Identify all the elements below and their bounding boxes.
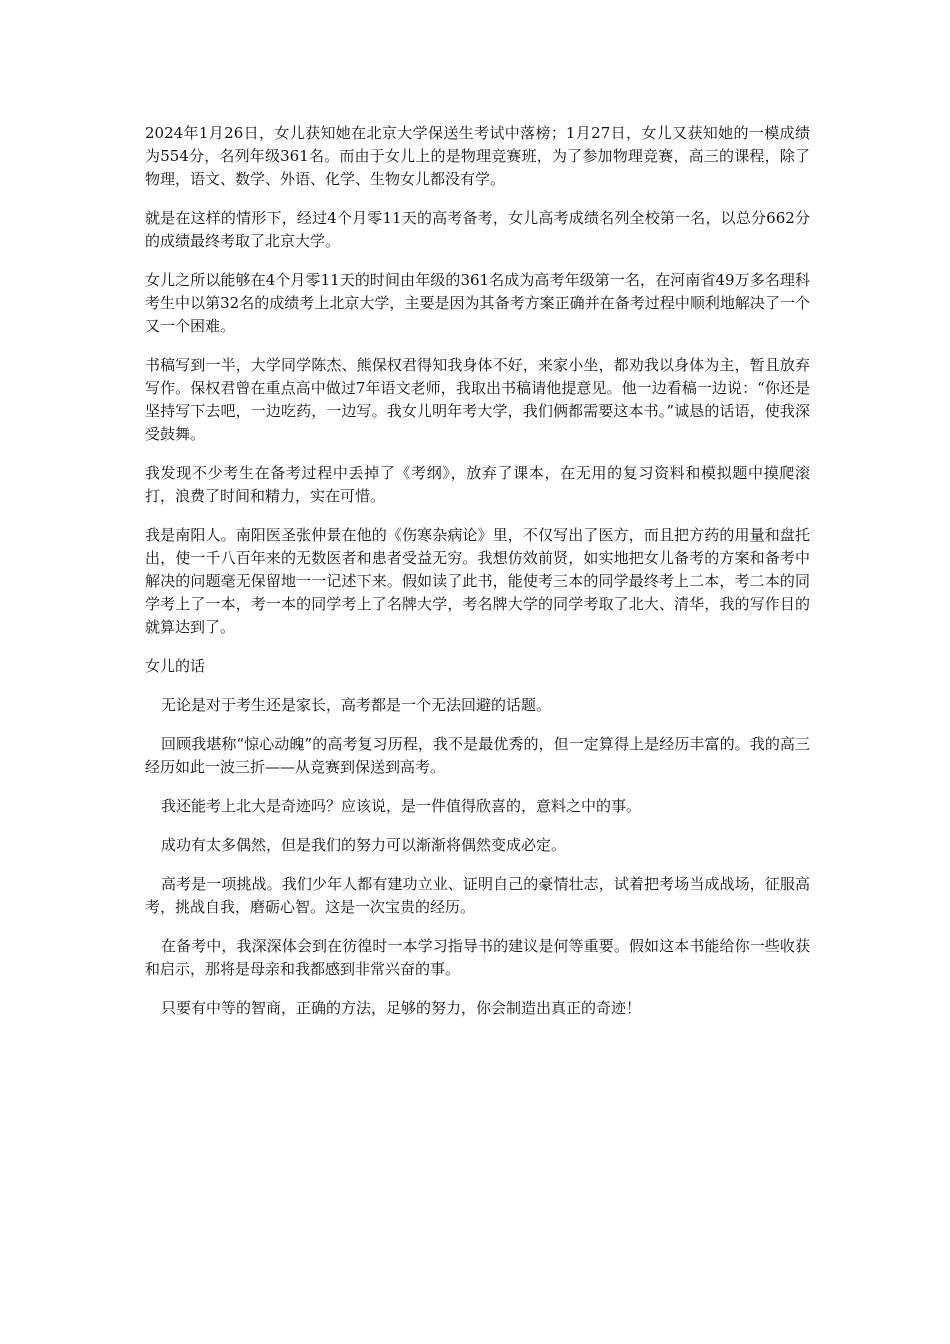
daughter-paragraph: 在备考中，我深深体会到在彷徨时一本学习指导书的建议是何等重要。假如这本书能给你一些收获和启示，那将是母亲和我都感到非常兴奋的事。 [145, 937, 810, 978]
daughter-paragraph: 我还能考上北大是奇迹吗？应该说，是一件值得欣喜的，意料之中的事。 [161, 797, 642, 815]
paragraph-reason: 女儿之所以能够在4个月零11天的时间由年级的361名成为高考年级第一名，在河南省49万多名理科考生中以第32名的成绩考上北京大学，主要是因为其备考方案正确并在备考过程中顺利地解决了一个又一个困难。 [145, 271, 810, 335]
paragraph-exam-results: 2024年1月26日，女儿获知她在北京大学保送生考试中落榜；1月27日，女儿又获知她的一模成绩为554分，名列年级361名。而由于女儿上的是物理竞赛班，为了参加物理竞赛，高三的课程，除了物理，语文、数学、外语、化学、生物女儿都没有学。 [145, 124, 810, 188]
paragraph-purpose: 我是南阳人。南阳医圣张仲景在他的《伤寒杂病论》里，不仅写出了医方，而且把方药的用量和盘托出，使一千八百年来的无数医者和患者受益无穷。我想仿效前贤，如实地把女儿备考的方案和备考中解决的问题毫无保留地一一记述下来。假如读了此书，能使考三本的同学最终考上二本，考二本的同学考上了一本，考一本的同学考上了名牌大学，考名牌大学的同学考取了北大、清华，我的写作目的就算达到了。 [145, 526, 810, 636]
paragraph-observation: 我发现不少考生在备考过程中丢掉了《考纲》，放弃了课本，在无用的复习资料和模拟题中摸爬滚打，浪费了时间和精力，实在可惜。 [145, 464, 810, 505]
daughter-paragraph: 无论是对于考生还是家长，高考都是一个无法回避的话题。 [161, 696, 552, 714]
document-body [145, 122, 810, 1036]
daughter-paragraph: 高考是一项挑战。我们少年人都有建功立业、证明自己的豪情壮志，试着把考场当成战场，征服高考，挑战自我，磨砺心智。这是一次宝贵的经历。 [145, 875, 810, 916]
daughter-paragraph: 回顾我堪称“惊心动魄”的高考复习历程，我不是最优秀的，但一定算得上是经历丰富的。我的高三经历如此一波三折——从竞赛到保送到高考。 [145, 735, 810, 776]
daughter-paragraph: 成功有太多偶然，但是我们的努力可以渐渐将偶然变成必定。 [161, 836, 567, 854]
daughter-paragraph: 只要有中等的智商，正确的方法，足够的努力，你会制造出真正的奇迹！ [161, 999, 642, 1017]
paragraph-admission: 就是在这样的情形下，经过4个月零11天的高考备考，女儿高考成绩名列全校第一名，以总分662分的成绩最终考取了北京大学。 [145, 209, 810, 250]
paragraph-classmates: 书稿写到一半，大学同学陈杰、熊保权君得知我身体不好，来家小坐，都劝我以身体为主，暂且放弃写作。保权君曾在重点高中做过7年语文老师，我取出书稿请他提意见。他一边看稿一边说：“你还是坚持写下去吧，一边吃药，一边写。我女儿明年考大学，我们俩都需要这本书。”诚恳的话语，使我深受鼓舞。 [145, 356, 810, 443]
section-heading-daughter: 女儿的话 [145, 657, 206, 675]
